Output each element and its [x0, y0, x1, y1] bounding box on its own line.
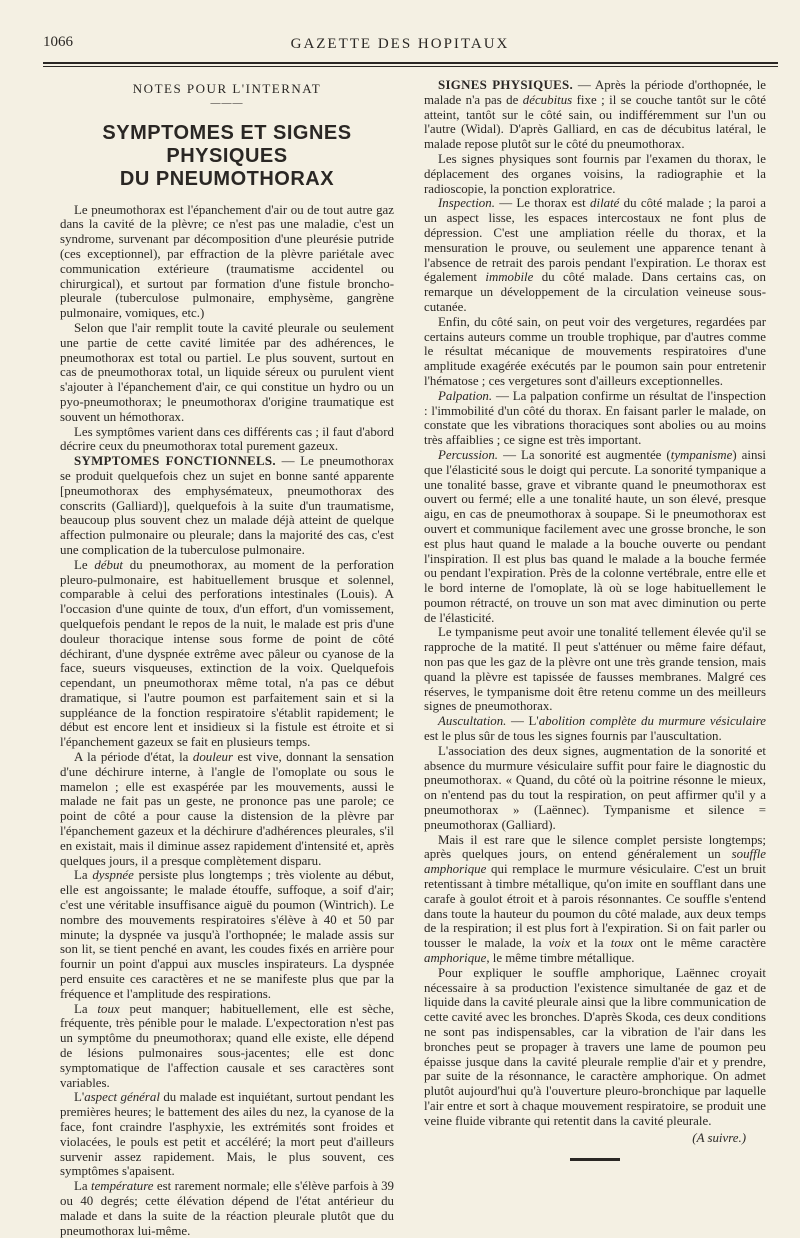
article-title-line-2: DU PNEUMOTHORAX: [119, 167, 335, 190]
page-number: 1066: [43, 34, 73, 50]
paragraph: La dyspnée persiste plus longtemps ; très violente au début, elle est angoissante; le malade étouffe, suffoque, a soif d'air; c'est une véritable insuffisance aiguë du poumon (Wintrich). Le nombre des mouvements respiratoires s'élève à 40 et 50 par minute; la dyspnée va jusqu'à l'orthopnée; le malade assis sur son lit, se tient penché en avant, les coudes fixés en arrière pour fournir un point d'appui aux muscles inspirateurs. La dyspnée perd ensuite ces caractères et ne se manifeste plus que par la fréquence et l'amplitude des respirations.: [60, 868, 394, 1001]
page-header: [0, 26, 800, 66]
italic-term: amphorique: [424, 951, 487, 966]
italic-term: début: [94, 557, 123, 572]
subsection-percussion: Percussion.: [438, 447, 499, 462]
italic-term: dilaté: [590, 196, 620, 211]
paragraph: Auscultation. — L'abolition complète du murmure vésiculaire est le plus sûr de tous les signes fournis par l'auscultation.: [424, 714, 766, 744]
paragraph: Le début du pneumothorax, au moment de la perforation pleuro-pulmonaire, est habituellement brusque et solennel, comparable à celui des perforations intestinales (Louis). A l'occasion d'une quinte de toux, d'un effort, d'un vomissement, quelquefois pendant le repos de la nuit, le malade est pris d'une douleur thoracique intense sous forme de point de côté déchirant, d'une dyspnée extrême avec pâleur ou cyanose de la face, sueurs visqueuses, extinction de la voix. Quelquefois cependant, un pneumothorax même total, n'a pas ce début dramatique, si l'autre poumon est parfaitement sain et si la suppléance de la fonction respiratoire s'établit rapidement; le début est encore lent et insidieux si la fistule est étroite et si l'épanchement gazeux se fait en plusieurs temps.: [60, 557, 394, 750]
italic-term: douleur: [192, 750, 234, 765]
paragraph: Enfin, du côté sain, on peut voir des vergetures, regardées par certains auteurs comme un trouble trophique, par d'autres comme le résultat mécanique de mouvements respiratoires d'une amplitude exagérée exécutés par le poumon sain pour entretenir l'hématose ; ces vergetures sont d'ailleurs exceptionnelles.: [424, 314, 766, 388]
to-be-continued: (A suivre.): [692, 1130, 746, 1145]
right-column: [424, 78, 766, 1166]
section-heading-symptomes-fonctionnels: SYMPTOMES FONCTIONNELS.: [74, 454, 276, 469]
article-title: [60, 122, 394, 191]
end-ornament: [424, 1151, 766, 1166]
paragraph: L'aspect général du malade est inquiétant, surtout pendant les premières heures; le battement des ailes du nez, la cyanose de la face, font craindre l'asphyxie, les extrémités sont froides et violacées, le pouls est petit et accéléré; la mort peut d'ailleurs survenir assez rapidement. Mais, le plus souvent, ces symptômes s'apaisent.: [60, 1090, 394, 1179]
paragraph: Mais il est rare que le silence complet persiste longtemps; après quelques jours, on entend généralement un souffle amphorique qui remplace le murmure vésiculaire. C'est un bruit retentissant à timbre métallique, qu'on imite en soufflant dans une carafe à goulot étroit et à parois résonnantes. Ce souffle s'entend dans toute la hauteur du poumon du côté malade, aux deux temps de la respiration; il est plus fort à l'expiration. Si on fait parler ou tousser le malade, la voix et la toux ont le même caractère amphorique, le même timbre métallique.: [424, 832, 766, 966]
italic-term: toux: [610, 936, 633, 951]
paragraph: Percussion. — La sonorité est augmentée (tympanisme) ainsi que l'élasticité sous le doigt qui percute. La sonorité tympanique a une tonalité basse, grave et vibrante quand le pneumothorax est ouvert ou fermé; elle a une tonalité haute, un son élevé, presque aigu, en cas de pneumothorax à soupape. Si le pneumothorax est ouvert et communique facilement avec une grosse bronche, le son est plus haut quand le malade a la bouche ouverte ou pendant l'inspiration. Il est plus bas quand le malade a la bouche fermée ou pendant l'expiration. Près de la colonne vertébrale, entre elle et le bord interne de l'omoplate, là où se loge habituellement le poumon rétracté, on trouve un son mat avec diminution ou perte de l'élasticité.: [424, 447, 766, 625]
paragraph: SYMPTOMES FONCTIONNELS. — Le pneumothorax se produit quelquefois chez un sujet en bonne santé apparente [pneumothorax des emphysémateux, pneumothorax des conscrits (Galliard)], quelquefois à la suite d'un traumatisme, beaucoup plus souvent chez un malade déjà atteint de quelque affection pulmonaire ou pleurale; dans la majorité des cas, c'est une complication de la tuberculose pulmonaire.: [60, 454, 394, 557]
paragraph: Inspection. — Le thorax est dilaté du côté malade ; la paroi a un aspect lisse, les espaces intercostaux ne font plus de dépression. C'est une ampliation réelle du thorax, et la mensuration le prouve, ou seulement une apparence tenant à l'absence de retrait des parois pendant l'expiration. Le thorax est également immobile du côté malade. Dans certains cas, on remarque un développement de la circulation veineuse sous-cutanée.: [424, 196, 766, 314]
paragraph: Les signes physiques sont fournis par l'examen du thorax, le déplacement des organes voisins, la radiographie et la radioscopie, la ponction exploratrice.: [424, 151, 766, 196]
rubric-separator: ———: [210, 97, 244, 109]
italic-term: décubitus: [522, 92, 573, 107]
paragraph: Pour expliquer le souffle amphorique, Laënnec croyait nécessaire à sa production l'existence simultanée de gaz et de liquide dans la cavité pleurale ainsi que la libre communication de cette cavité avec les bronches. D'après Skoda, ces deux conditions ne sont pas indispensables, car la vibration de l'air dans les bronches peut se propager à travers une lame de poumon peu épaisse jusque dans la cavité pleurale remplie d'air et y prendre, par suite de la résonnance, le caractère amphorique. On admet plutôt aujourd'hui qu'à l'ouverture pleuro-bronchique par laquelle l'air entre et sort à chaque mouvement respiratoire, se produit une veine fluide vibrante qui retentit dans la cavité pleurale.: [424, 965, 766, 1128]
paragraph: La température est rarement normale; elle s'élève parfois à 39 ou 40 degrés; cette élévation dépend de l'état antérieur du malade et dans la suite de la réaction pleurale plutôt que du pneumothorax lui-même.: [60, 1179, 395, 1238]
paragraph: L'association des deux signes, augmentation de la sonorité et absence du murmure vésiculaire suffit pour faire le diagnostic du pneumothorax. « Quand, du côté où la poitrine résonne le mieux, on n'entend pas du tout la respiration, on peut affirmer qu'il y a pneumothorax » (Laënnec). Tympanisme et silence = pneumothorax (Galliard).: [424, 743, 766, 832]
header-rule-thin: [43, 66, 778, 67]
paragraph: SIGNES PHYSIQUES. — Après la période d'orthopnée, le malade n'a pas de décubitus fixe ; il se couche tantôt sur le côté atteint, tantôt sur le côté sain, ou indifféremment sur l'un ou l'autre (Widal). D'après Galliard, en cas de décubitus latéral, le malade repose plutôt sur le côté du pneumothorax.: [424, 78, 767, 152]
italic-term: température: [90, 1179, 154, 1194]
italic-term: souffle amphorique: [424, 847, 766, 877]
italic-term: tympanisme: [670, 447, 733, 462]
left-column: [60, 78, 394, 1238]
subsection-inspection: Inspection.: [438, 196, 495, 211]
italic-term: voix: [548, 936, 571, 951]
italic-term: immobile: [485, 270, 534, 285]
section-heading-signes-physiques: SIGNES PHYSIQUES.: [438, 78, 573, 92]
subsection-auscultation: Auscultation.: [438, 714, 507, 729]
journal-title: GAZETTE DES HOPITAUX: [290, 36, 510, 52]
paragraph: Palpation. — La palpation confirme un résultat de l'inspection : l'immobilité d'un côté du thorax. En faisant parler le malade, on constate que les vibrations thoraciques sont abolies ou au moins très affaiblies ; ce signe est très important.: [424, 388, 766, 448]
italic-term: toux: [97, 1001, 120, 1016]
paragraph: Les symptômes varient dans ces différents cas ; il faut d'abord décrire ceux du pneumothorax total purement gazeux.: [60, 424, 394, 454]
italic-term: dyspnée: [92, 868, 134, 883]
header-rule: [43, 62, 778, 64]
italic-term: aspect général: [84, 1090, 160, 1105]
paragraph: A la période d'état, la douleur est vive, donnant la sensation d'une déchirure interne, à l'angle de l'omoplate ou sous le mamelon ; elle est exaspérée par les mouvements, aussi le malade ne fait pas un geste, ne prononce pas une parole; ce point de côté a pour cause la distension de la plèvre par l'épanchement gazeux et la déchirure d'adhérences pleurales, s'il en existait, mais il diminue assez rapidement d'intensité et, après quelques jours, il a presque complètement disparu.: [60, 750, 394, 868]
paragraph: Le pneumothorax est l'épanchement d'air ou de tout autre gaz dans la cavité de la plèvre; ce n'est pas une maladie, c'est un syndrome, survenant par décomposition d'une pleurésie putride (ces exceptionnel), par effraction de la plèvre pariétale avec communication extérieure (traumatisme accidentel ou chirurgical), et surtout par formation d'une fistule broncho-pleurale (tuberculose pulmonaire, emphysème, gangrène pulmonaire, vomiques, etc.): [60, 202, 394, 321]
paragraph: Le tympanisme peut avoir une tonalité tellement élevée qu'il se rapproche de la matité. Il peut s'atténuer ou même faire défaut, non pas que les gaz de la plèvre ont une très grande tension, mais quand la plèvre est tapissée de fausses membranes. Malgré ces réserves, le tympanisme doit être retenu comme un des meilleurs signes de pneumothorax.: [424, 625, 766, 714]
subsection-palpation: Palpation.: [438, 388, 493, 403]
italic-term: abolition complète du murmure vésiculaire: [538, 714, 766, 729]
paragraph: Selon que l'air remplit toute la cavité pleurale ou seulement une partie de cette cavité limitée par des adhérences, le pneumothorax est total ou partiel. Le plus souvent, surtout en cas de pneumothorax total, un liquide séreux ou purulent vient s'ajouter à l'épanchement d'air, ce qui constitue un hydro ou un pyo-pneumothorax; le pneumothorax d'origine traumatique est souvent un hémothorax.: [60, 320, 394, 424]
paragraph: La toux peut manquer; habituellement, elle est sèche, fréquente, très pénible pour le malade. L'expectoration n'est pas un symptôme du pneumothorax; quand elle existe, elle dépend de lésions pulmonaires sous-jacentes; elle est donc symptomatique de l'affection causale et ses caractères sont variables.: [60, 1001, 394, 1090]
article-title-line-1: SYMPTOMES ET SIGNES PHYSIQUES: [102, 121, 352, 167]
section-rubric: NOTES POUR L'INTERNAT: [132, 81, 322, 96]
